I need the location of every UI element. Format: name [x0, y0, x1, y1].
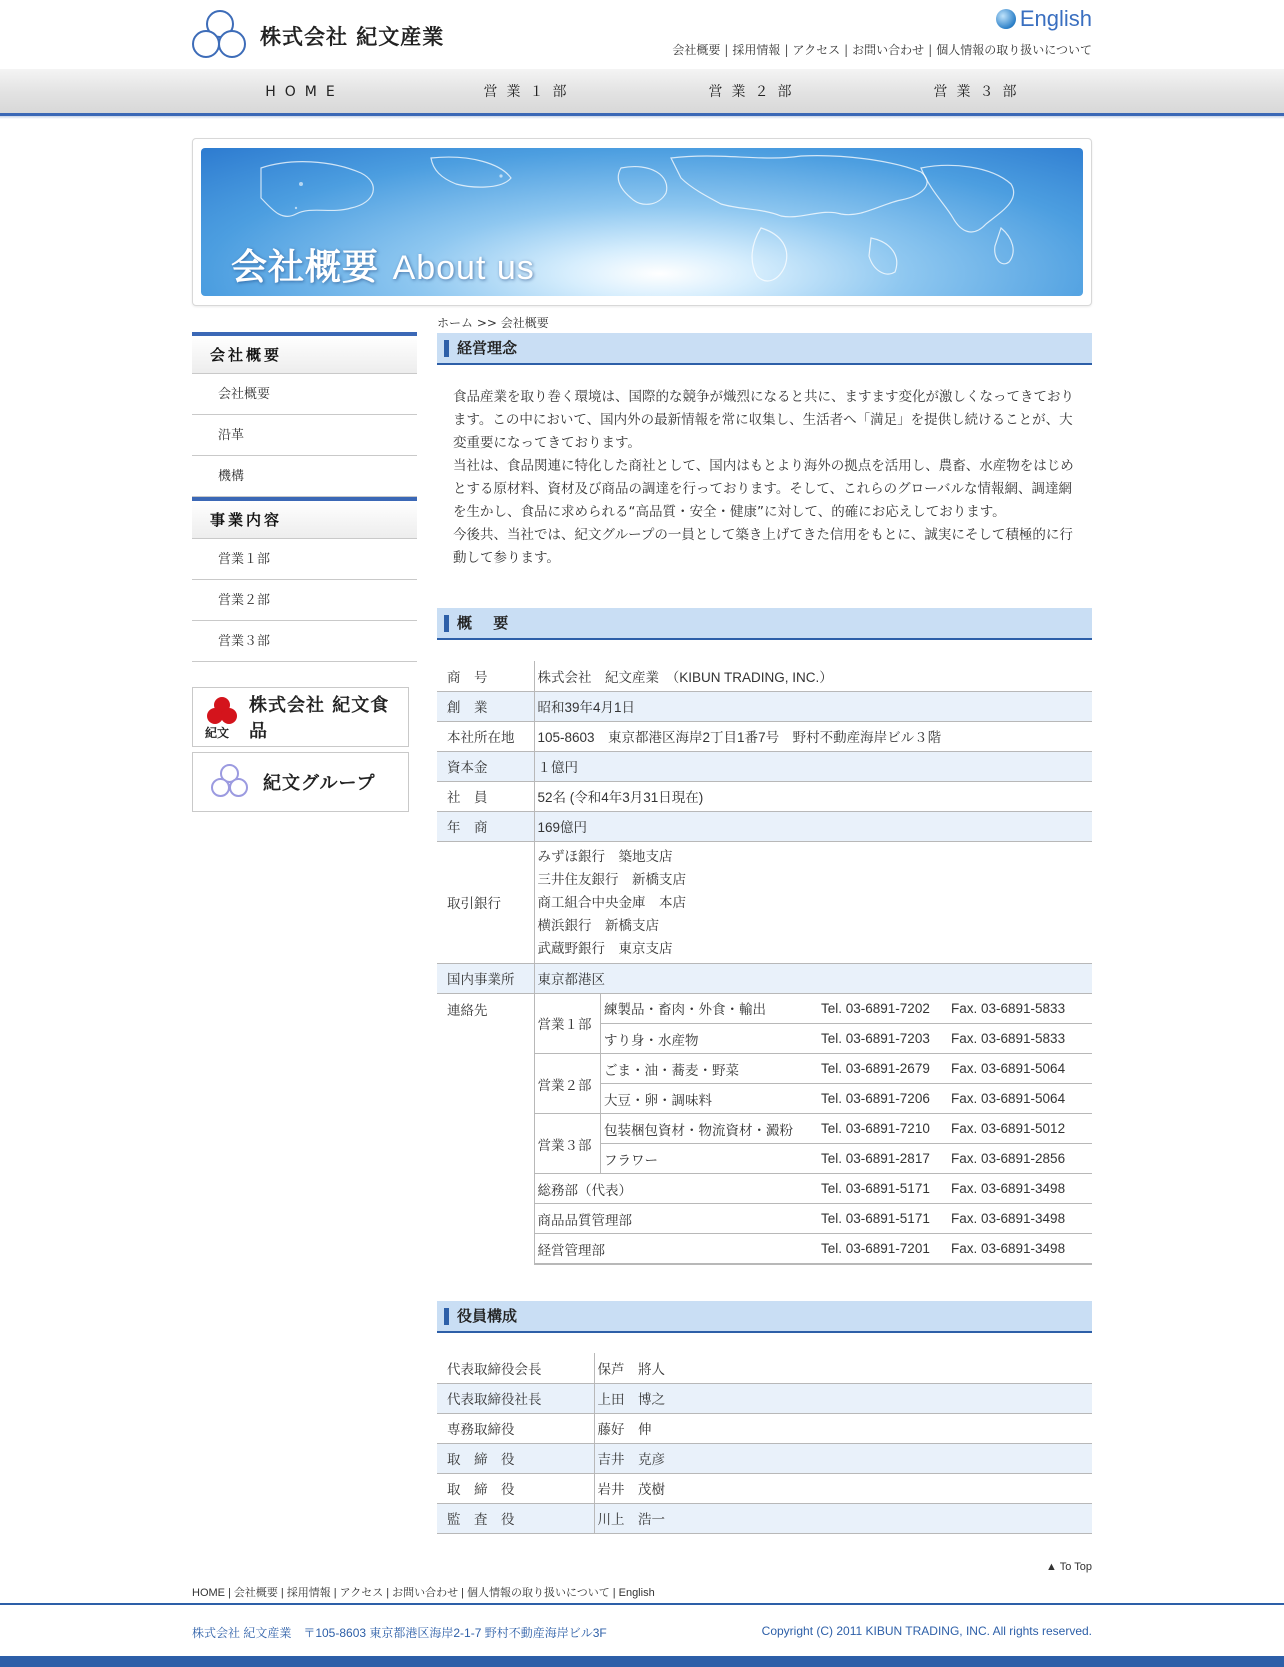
table-row [437, 993, 1092, 1265]
contact-cell [534, 993, 1092, 1265]
contact-dept: 営業３部 [535, 1114, 601, 1174]
officers-table [437, 1353, 1092, 1534]
officer-title: 代表取締役社長 [437, 1383, 594, 1413]
section-heading-philosophy: 経営理念 [437, 333, 1092, 365]
table-row [437, 1443, 1092, 1473]
main-nav [0, 69, 1284, 116]
footer-link-access[interactable]: アクセス [339, 1587, 384, 1599]
officer-name: 吉井 克彦 [594, 1443, 1092, 1473]
table-row [437, 811, 1092, 841]
sidebar-heading-about: 会社概要 [192, 332, 417, 374]
contact-row [535, 1144, 1093, 1174]
row-label: 創 業 [437, 691, 534, 721]
contact-desc: フラワー [601, 1144, 819, 1174]
footer-bar [0, 1656, 1284, 1667]
kibun-flower-logo-icon [205, 695, 239, 739]
nav-sales-1[interactable]: 営業１部 [483, 84, 576, 100]
site-header [0, 0, 1284, 69]
officer-name: 川上 浩一 [594, 1503, 1092, 1533]
footer-links: HOME | 会社概要 | 採用情報 | アクセス | お問い合わせ | 個人情報の取り扱いについて | English [192, 1587, 655, 1599]
contact-desc: 練製品・畜肉・外食・輸出 [601, 994, 819, 1024]
row-label: 商 号 [437, 661, 534, 691]
top-link-access[interactable]: アクセス [792, 43, 841, 57]
nav-sales-3[interactable]: 営業３部 [933, 84, 1026, 100]
kibun-group-logo-icon [211, 764, 249, 800]
philosophy-paragraph: 今後共、当社では、紀文グループの一員として築き上げてきた信用をもとに、誠実にそして積極的に行動して参ります。 [453, 527, 1073, 566]
english-link[interactable] [996, 6, 1092, 32]
contact-row [535, 1024, 1093, 1054]
contact-row [535, 994, 1093, 1024]
table-row [437, 691, 1092, 721]
bank-item: 横浜銀行 新橋支店 [537, 917, 659, 933]
bank-item: 武蔵野銀行 東京支店 [537, 940, 673, 956]
kibun-foods-banner[interactable] [192, 687, 409, 747]
footer-link-about[interactable]: 会社概要 [233, 1587, 278, 1599]
to-top-link[interactable]: ▲ To Top [1046, 1561, 1092, 1573]
contact-fax: Fax. 03-6891-5012 [948, 1114, 1092, 1144]
contact-fax: Fax. 03-6891-3498 [948, 1234, 1092, 1264]
table-row [437, 1503, 1092, 1533]
footer-copyright: Copyright (C) 2011 KIBUN TRADING, INC. All rights reserved. [761, 1624, 1092, 1638]
row-label: 年 商 [437, 811, 534, 841]
contact-tel: Tel. 03-6891-2817 [818, 1144, 948, 1174]
footer-address: 株式会社 紀文産業 〒105-8603 東京都港区海岸2-1-7 野村不動産海岸ビル3F [192, 1626, 607, 1640]
table-row [437, 963, 1092, 993]
top-link-recruit[interactable]: 採用情報 [732, 43, 781, 57]
contact-fax: Fax. 03-6891-5064 [948, 1084, 1092, 1114]
row-value: 105-8603 東京都港区海岸2丁目1番7号 野村不動産海岸ビル３階 [534, 721, 1092, 751]
page-banner [192, 138, 1092, 306]
sidebar-item-sales-3[interactable]: 営業３部 [192, 621, 417, 662]
bank-item: 商工組合中央金庫 本店 [537, 894, 686, 910]
bank-item: みずほ銀行 築地支店 [537, 848, 673, 864]
table-row [437, 1383, 1092, 1413]
contact-desc: 大豆・卵・調味料 [601, 1084, 819, 1114]
table-row [437, 1413, 1092, 1443]
contact-tel: Tel. 03-6891-5171 [818, 1174, 948, 1204]
philosophy-text [437, 365, 1092, 570]
contact-row [535, 1084, 1093, 1114]
row-label: 本社所在地 [437, 721, 534, 751]
banner-title-en: About us [392, 249, 535, 287]
contact-fax: Fax. 03-6891-5833 [948, 1024, 1092, 1054]
site-logo[interactable] [192, 10, 444, 62]
logo-text: 株式会社 紀文産業 [260, 24, 445, 49]
table-row [437, 751, 1092, 781]
row-label: 社 員 [437, 781, 534, 811]
top-links: 会社概要 | 採用情報 | アクセス | お問い合わせ | 個人情報の取り扱いについて [672, 43, 1092, 57]
globe-icon [996, 9, 1016, 29]
footer-link-recruit[interactable]: 採用情報 [286, 1587, 331, 1599]
section-heading-overview: 概 要 [437, 608, 1092, 640]
banner-title [231, 239, 535, 290]
row-value: 52名 (令和4年3月31日現在) [534, 781, 1092, 811]
row-label: 国内事業所 [437, 963, 534, 993]
officer-title: 専務取締役 [437, 1413, 594, 1443]
footer-link-privacy[interactable]: 個人情報の取り扱いについて [466, 1587, 610, 1599]
row-value: １億円 [534, 751, 1092, 781]
row-value: 昭和39年4月1日 [534, 691, 1092, 721]
row-label: 資本金 [437, 751, 534, 781]
table-row [437, 661, 1092, 691]
row-label: 取引銀行 [437, 841, 534, 963]
sidebar [192, 332, 417, 812]
row-value: 東京都港区 [534, 963, 1092, 993]
officer-name: 保芦 將人 [594, 1353, 1092, 1383]
contact-row [535, 1114, 1093, 1144]
contact-desc: 経営管理部 [535, 1234, 819, 1264]
sidebar-item-history[interactable]: 沿革 [192, 415, 417, 456]
table-row [437, 781, 1092, 811]
nav-home[interactable]: HOME [265, 84, 344, 100]
contact-dept: 営業２部 [535, 1054, 601, 1114]
world-map-banner-image [201, 148, 1083, 296]
contact-fax: Fax. 03-6891-5833 [948, 994, 1092, 1024]
officer-title: 取 締 役 [437, 1443, 594, 1473]
bank-list [534, 841, 1092, 963]
contact-desc: 商品品質管理部 [535, 1204, 819, 1234]
contact-row [535, 1204, 1093, 1234]
logo-mark-icon [192, 10, 248, 62]
contact-row [535, 1054, 1093, 1084]
contact-fax: Fax. 03-6891-2856 [948, 1144, 1092, 1174]
officer-name: 岩井 茂樹 [594, 1473, 1092, 1503]
contact-tel: Tel. 03-6891-5171 [818, 1204, 948, 1234]
officer-title: 監 査 役 [437, 1503, 594, 1533]
officer-title: 取 締 役 [437, 1473, 594, 1503]
table-row [437, 841, 1092, 963]
footer-link-english[interactable]: English [618, 1587, 655, 1599]
main-content [437, 313, 1092, 1534]
contact-row [535, 1174, 1093, 1204]
sidebar-item-sales-2[interactable]: 営業２部 [192, 580, 417, 621]
banner-title-ja: 会社概要 [231, 247, 380, 288]
philosophy-paragraph: 当社は、食品関連に特化した商社として、国内はもとより海外の拠点を活用し、農畜、水産物をはじめとする原材料、資材及び商品の調達を行っております。そして、これらのグローバルな情報網、調達網を生かし、食品に求められる“高品質・安全・健康”に対して、的確にお応えしております。 [453, 458, 1074, 520]
footer-link-contact[interactable]: お問い合わせ [392, 1587, 459, 1599]
officer-title: 代表取締役会長 [437, 1353, 594, 1383]
contact-desc: 総務部（代表） [535, 1174, 819, 1204]
footer-link-home[interactable]: HOME [192, 1587, 225, 1599]
footer-divider [0, 1603, 1284, 1605]
contact-tel: Tel. 03-6891-7201 [818, 1234, 948, 1264]
officer-name: 藤好 伸 [594, 1413, 1092, 1443]
contact-fax: Fax. 03-6891-5064 [948, 1054, 1092, 1084]
nav-sales-2[interactable]: 営業２部 [708, 84, 801, 100]
kibun-mark-text: 紀文 [205, 726, 230, 740]
contact-tel: Tel. 03-6891-2679 [818, 1054, 948, 1084]
row-label: 連絡先 [437, 993, 534, 1265]
contact-tel: Tel. 03-6891-7203 [818, 1024, 948, 1054]
top-link-about[interactable]: 会社概要 [672, 43, 721, 57]
contact-tel: Tel. 03-6891-7210 [818, 1114, 948, 1144]
bank-item: 三井住友銀行 新橋支店 [537, 871, 686, 887]
row-value: 169億円 [534, 811, 1092, 841]
table-row [437, 1353, 1092, 1383]
table-row [437, 1473, 1092, 1503]
contact-row [535, 1234, 1093, 1264]
english-label: English [1019, 6, 1092, 31]
contact-tel: Tel. 03-6891-7206 [818, 1084, 948, 1114]
sidebar-heading-business: 事業内容 [192, 497, 417, 539]
contact-fax: Fax. 03-6891-3498 [948, 1174, 1092, 1204]
contact-desc: 包装梱包資材・物流資材・澱粉 [601, 1114, 819, 1144]
overview-table [437, 661, 1092, 1265]
sidebar-item-sales-1[interactable]: 営業１部 [192, 539, 417, 580]
top-link-contact[interactable]: お問い合わせ [852, 43, 925, 57]
contact-table [535, 994, 1093, 1265]
top-link-privacy[interactable]: 個人情報の取り扱いについて [936, 43, 1092, 57]
kibun-group-label: 紀文グループ [263, 773, 376, 794]
section-heading-officers: 役員構成 [437, 1301, 1092, 1333]
contact-tel: Tel. 03-6891-7202 [818, 994, 948, 1024]
sidebar-item-company-overview[interactable]: 会社概要 [192, 374, 417, 415]
officer-name: 上田 博之 [594, 1383, 1092, 1413]
contact-dept: 営業１部 [535, 994, 601, 1054]
kibun-foods-label: 株式会社 紀文食品 [248, 695, 390, 742]
philosophy-paragraph: 食品産業を取り巻く環境は、国際的な競争が熾烈になると共に、ますます変化が激しくなってきております。この中において、国内外の最新情報を常に収集し、生活者へ「満足」を提供し続けることが、大変重要になってきております。 [453, 389, 1074, 451]
row-value: 株式会社 紀文産業 （KIBUN TRADING, INC.） [534, 661, 1092, 691]
table-row [437, 721, 1092, 751]
sidebar-item-organization[interactable]: 機構 [192, 456, 417, 497]
kibun-group-banner[interactable] [192, 752, 409, 812]
contact-fax: Fax. 03-6891-3498 [948, 1204, 1092, 1234]
breadcrumb: ホーム >> 会社概要 [437, 316, 549, 330]
contact-desc: ごま・油・蕎麦・野菜 [601, 1054, 819, 1084]
contact-desc: すり身・水産物 [601, 1024, 819, 1054]
